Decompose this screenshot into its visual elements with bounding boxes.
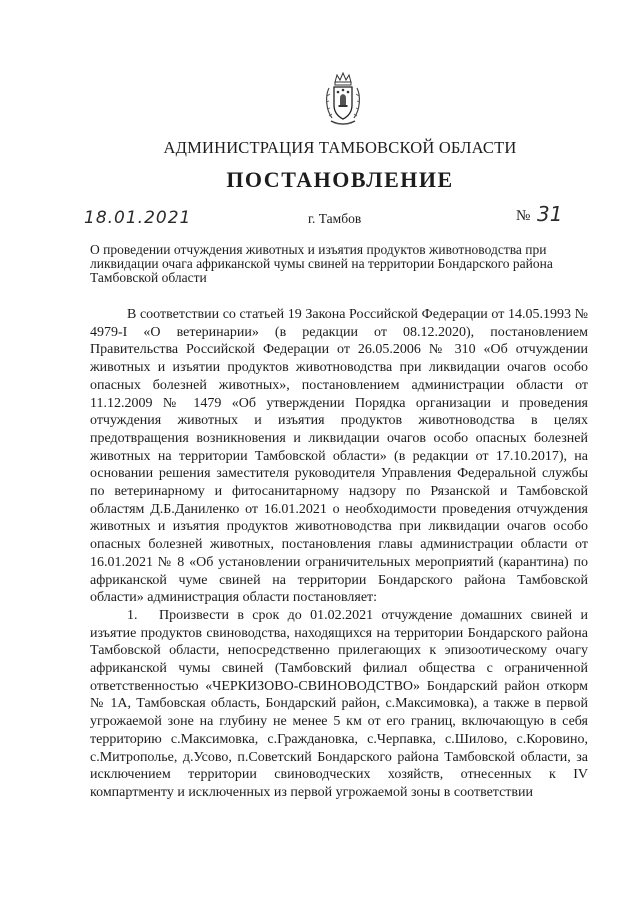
document-body (90, 306, 588, 802)
clause-1 (90, 607, 588, 802)
document-subject: О проведении отчуждения животных и изъятия продуктов животноводства при ликвидации очага африканской чумы свиней на территории Бондарского района Тамбовской области (90, 242, 553, 285)
agency-name: АДМИНИСТРАЦИЯ ТАМБОВСКОЙ ОБЛАСТИ (163, 138, 517, 157)
document-date: 18.01.2021 (84, 208, 192, 228)
document-number-sign: № (516, 208, 531, 224)
document-type-title: ПОСТАНОВЛЕНИЕ (226, 167, 454, 192)
coat-of-arms-icon (323, 72, 363, 128)
clause-1-number: 1. (127, 607, 138, 623)
preamble-paragraph: В соответствии со статьей 19 Закона Российской Федерации от 14.05.1993 № 4979-I «О ветеринарии» (в редакции от 08.12.2020), постановлением Правительства Российской Федерации от 26.05.2006 № 310 «Об отчуждении животных и изъятии продуктов животноводства при ликвидации очагов особо опасных болезней животных», постановлением администрации области от 11.12.2009 № 1479 «Об утверждении Порядка организации и проведения отчуждения животных и изъятия продуктов животноводства в целях предотвращения возникновения и ликвидации очагов особо опасных болезней животных на территории Тамбовской области» (в редакции от 17.10.2017), на основании решения заместителя руководителя Управления Федеральной службы по ветеринарному и фитосанитарному надзору по Рязанской и Тамбовской областям Д.Б.Даниленко от 16.01.2021 о необходимости проведения отчуждения животных и изъятия продуктов животноводства при ликвидации очагов особо опасных болезней животных, постановления главы администрации области от 16.01.2021 № 8 «Об установлении ограничительных мероприятий (карантина) по африканской чуме свиней на территории Бондарского района Тамбовской области» администрация области постановляет: (90, 307, 588, 606)
document-number: 31 (537, 202, 563, 226)
document-city: г. Тамбов (308, 211, 362, 226)
clause-1-text: Произвести в срок до 01.02.2021 отчуждение домашних свиней и изъятие продуктов свиноводства, находящихся на территории Бондарского района Тамбовской области, непосредственно прилегающих к эпизоотическому очагу африканской чумы свиней (Тамбовский филиал общества с ограниченной ответственностью «ЧЕРКИЗОВО-СВИНОВОДСТВО» Бондарский район откорм № 1А, Тамбовская область, Бондарский район, с.Максимовка), а также в первой угрожаемой зоне на глубину не менее 5 км от его границ, включающую в себя территорию с.Максимовка, с.Граждановка, с.Черпавка, с.Шилово, с.Коровино, с.Митрополье, д.Усово, п.Советский Бондарского района Тамбовской области, за исключением территории свиноводческих хозяйств, отнесенных к IV компартменту и исключенных из первой угрожаемой зоны в соответствии (90, 607, 588, 800)
